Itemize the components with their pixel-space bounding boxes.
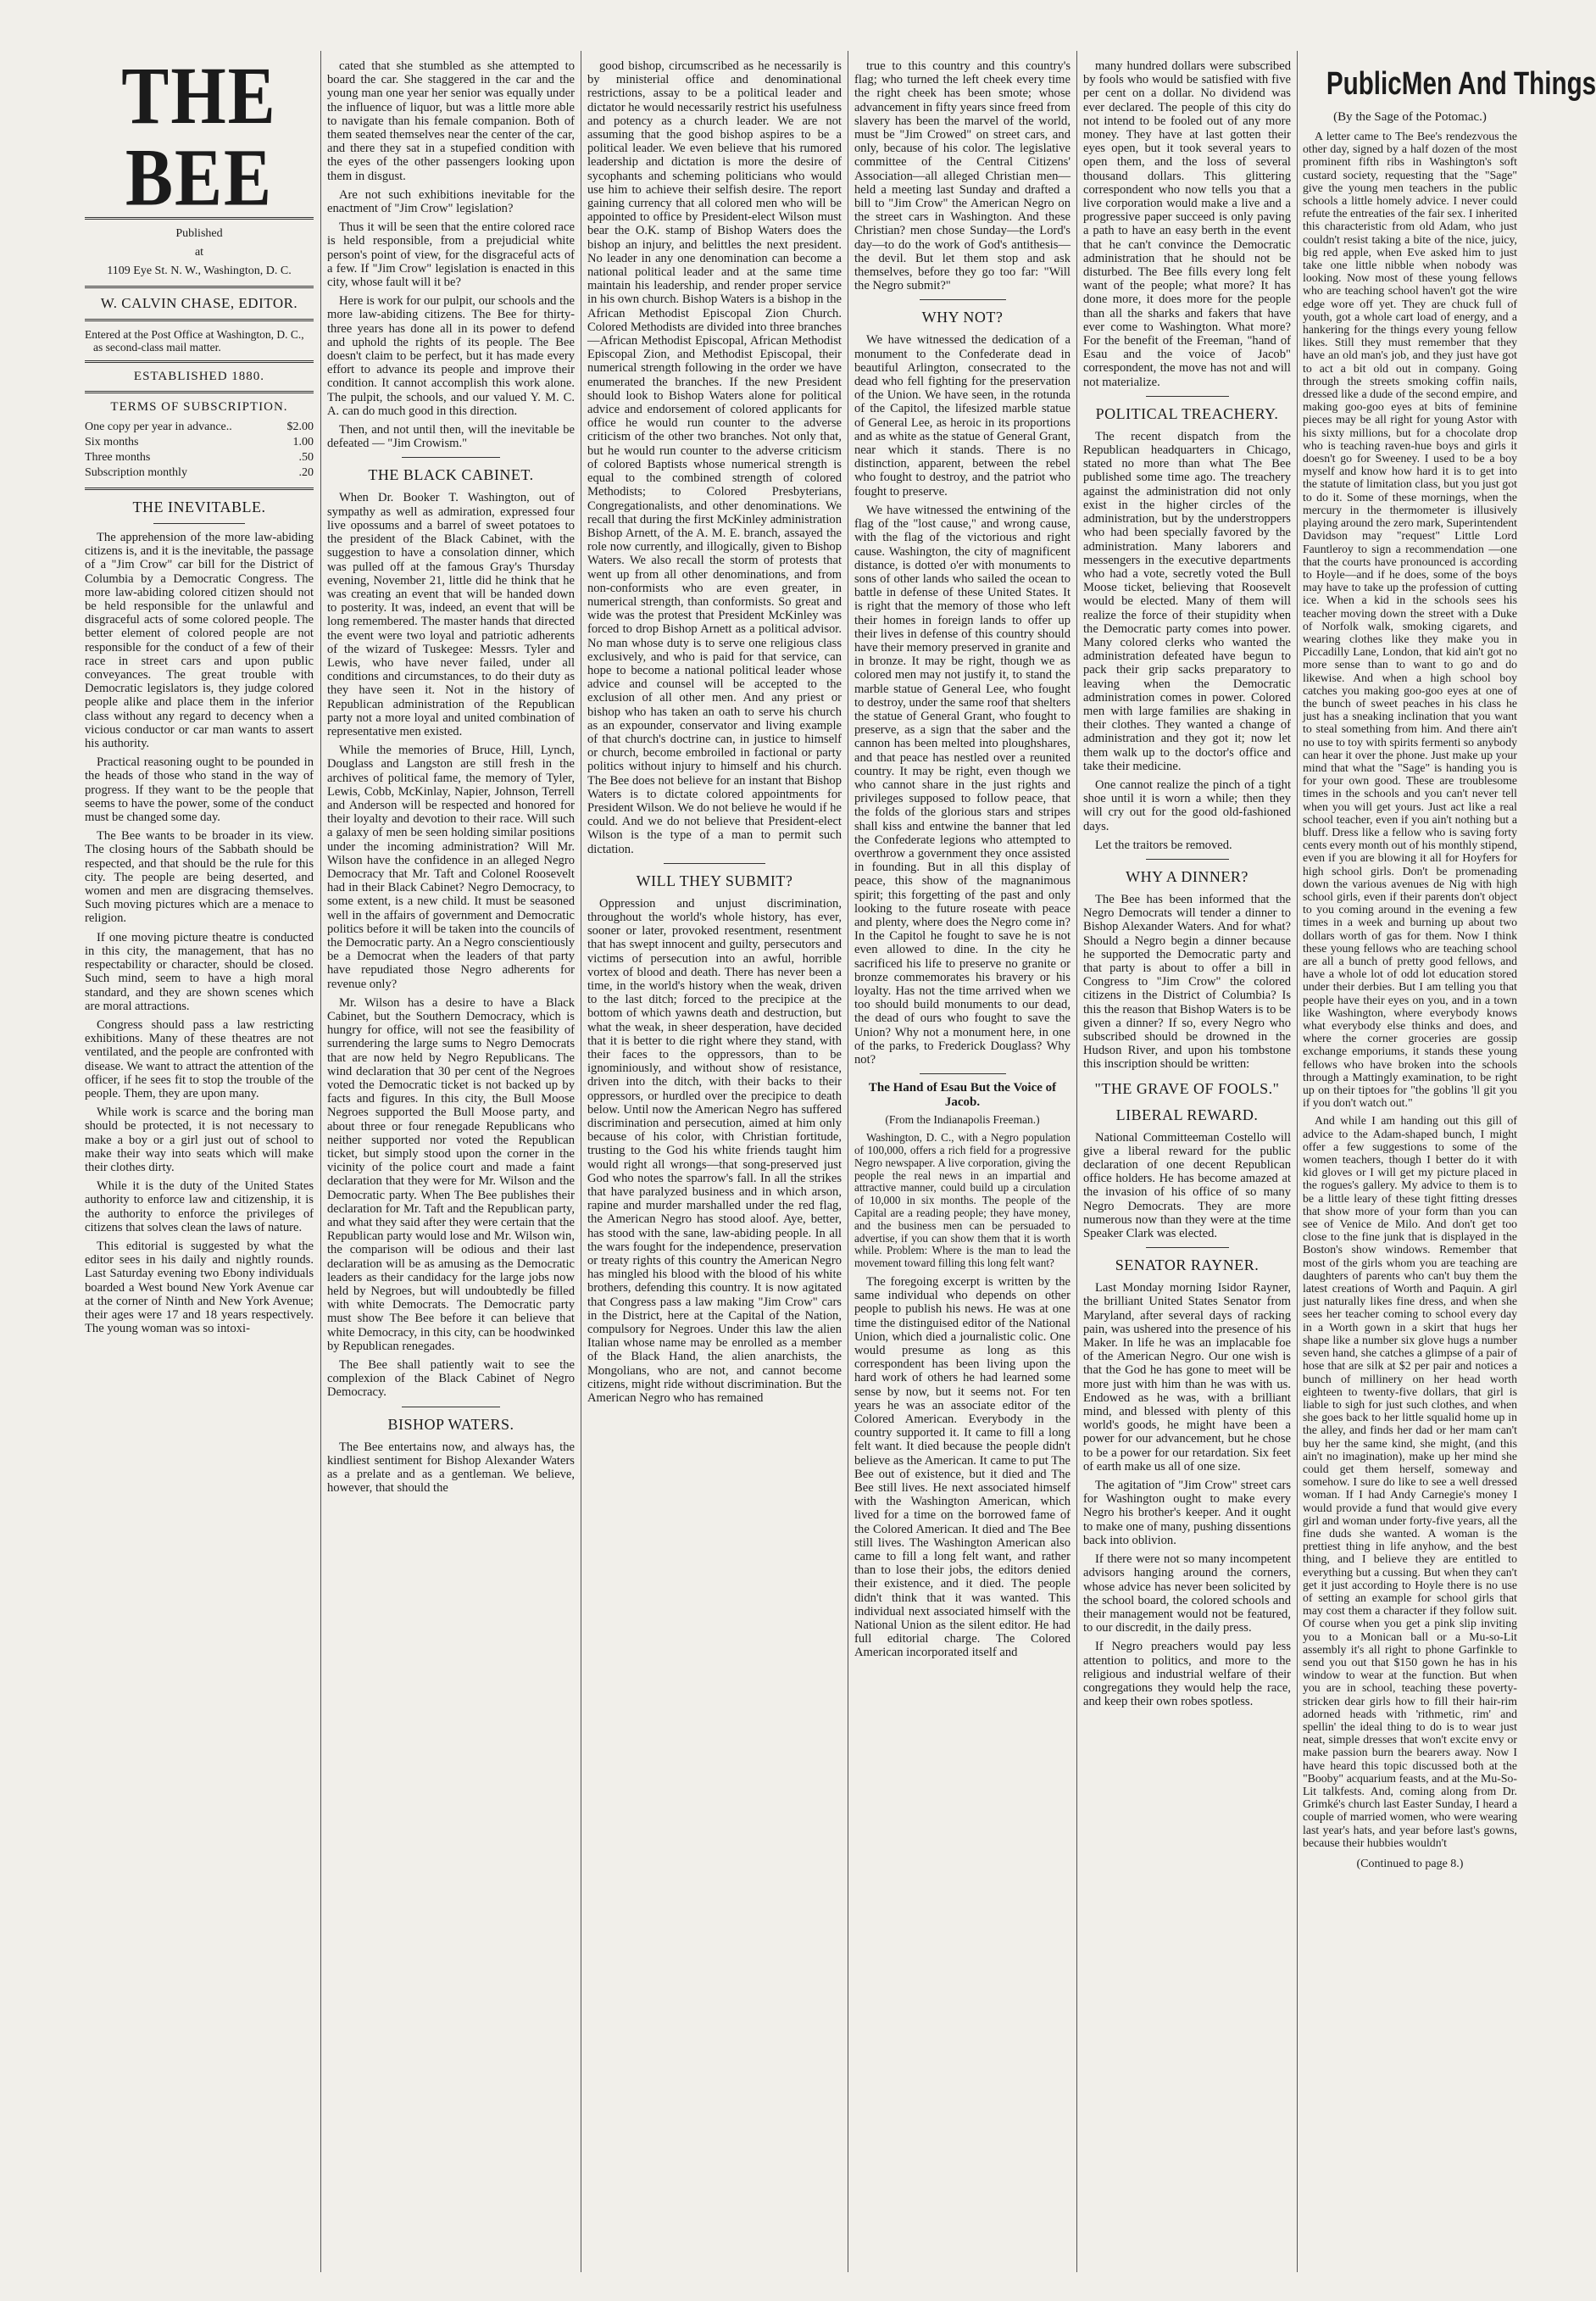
inscription: "THE GRAVE OF FOOLS.": [1094, 1079, 1280, 1097]
terms-label: One copy per year in advance..: [85, 421, 232, 433]
published-label: Published: [175, 227, 223, 240]
paragraph: A letter came to The Bee's rendezvous the other day, signed by a half dozen of the most prominent fifth ribs in Washington's soft custard society, requesting that the "Sage" give the young men teachers in the public schools a little homely advice. I never could refute the entreaties of the fair sex. I inherited this characteristic from old Adam, who just couldn't resist taking a bite of the nice, juicy, big red apple, when Eve asked him to just take one little nibble when nobody was looking. Now most of these young fellows who are teaching school haven't got the wire edge wore off yet. They are chuck full of youth, got a whole cart load of energy, and a hankering for the things every young fellow likes. Still they must remember that they have an old man's job, and they just have got to act a bit old out in company. Going through the streets smoking coffin nails, dressed like a dude of the second empire, and making goo-goo eyes at bits of feminine pieces may be all right for young Astor with his sixty millions, but for a chocolate drop who is teaching raven-hue boys and girls it doesn't go for Sweeney. I used to be a boy myself and know how hard it is to get into the statute of limitation class, but you just got to do it. Some of these mornings, when the mercury in the thermometer is illusively playing around the zero mark, Superintendent Davidson may "request" Little Lord Fauntleroy to sign a recommendation —one that the courts have pronounced is according to Hoyle—and if he does, some of the boys may have to take up the profession of cutting ice. When a kid in the schools sees his teacher moving down the street with a Duke of Norfolk walk, smoking cigarets, and wearing clothes like they make you in Piccadilly Lane, London, that kid ain't got no more sense than to want to go and do likewise. And when a high school boy catches you making goo-goo eyes at one of the bunch of sweet peaches in his class he just has a sneaking inclination that you want to steal something from him. And there ain't no use to toy with spirits fermenti so anybody can hear it over the phone. Just make up your mind that what the "Sage" is handing you is for your own good. These are troublesome times in the schools and you can't never tell when you will get yours. Just act like a real school teacher, even if you ain't nothing but a bluff. Dress like a fellow who is saving forty cents every month out of his monthly stipend, even if you are blowing it all for Hoyfers for high school girls. Don't be promenading down the various avenues de Nig with high school girls, even if their parents don't object to you coming around in the evening a few times in a week and burning up about two dollars worth of gas for them. Now I think these young fellows who are teaching school are all a bunch of pretty good fellows, and have a whole lot of odd lot education stored under their derbies. But I am telling you that people have their eyes on you, and in a town like Washington, where everybody knows what everybody else thinks and does, and where the corner groceries are gossip exchange emporiums, it stands these young fellows who have broken into the schools through a Mattingly examination, to be right up on their tiptoes for "the goblins 'll git you if you don't watch out.": [1303, 130, 1517, 1110]
paragraph: The apprehension of the more law-abiding citizens is, and it is the inevitable, the passage of a "Jim Crow" car bill for the District of Columbia by a Democratic Congress. The more law-abiding colored citizen should not be held responsible for the unlawful and disgraceful acts of some colored people. The better element of colored people are not responsible for the conduct of a few of their race in street cars and upon public conveyances. The great trouble with Democratic legislators is, they judge colored people alike and place them in the inferior class without any regard to decency when a vicious conductor or car man wants to assert his authority.: [85, 531, 314, 751]
paragraph: We have witnessed the entwining of the flag of the "lost cause," and wrong cause, with the flag of the victorious and right cause. Washington, the city of magnificent distance, is dotted o'er with monuments to sons of other lands who sailed the ocean to battle in defense of these United States. It is right that the memory of those who left their homes in foreign lands to offer up their lives in defense of this country should have their memory preserved in granite and in bronze. It may be right, though we as colored men may not justify it, to stand the marble statue of General Lee, who fought to destroy, under the same roof that shelters the statue of General Grant, who fought to preserve, as a sign that the saber and the cannon has been melted into ploughshares, and that peace has nestled over a reunited country. It may be right, even though we who cannot share in the just rights and privileges supposed to follow peace, that the folds of the glorious stars and stripes shall kiss and entwine the banner that led the Confederate legions who attempted to overthrow a government they once assisted in founding. But in all this display of peace, this show of the magnanimous spirit; this forgetting of the past and only looking to the future roseate with peace and plenty, where does the Negro come in? In the Capitol he fought to save he is not even allowed to dine. In the city he sacrificed his life to preserve no granite or bronze commemorates his bravery or his loyalty. Has not the time arrived when we too should build monuments to our dead, the dead of ours who fought to save the Union? Why not a monument here, in one of the parks, to Frederick Douglass? Why not?: [854, 503, 1070, 1067]
terms-row: [85, 435, 314, 450]
column-3: [587, 59, 842, 1410]
article-heading: SENATOR RAYNER.: [1115, 1256, 1260, 1274]
article-heading: WHY NOT?: [921, 309, 1004, 326]
terms-label: Six months: [85, 436, 139, 448]
article-heading: The Hand of Esau But the Voice of Jacob.: [868, 1081, 1057, 1110]
divider: [85, 391, 314, 393]
continued-note: (Continued to page 8.): [1356, 1858, 1464, 1871]
terms-price: .50: [298, 451, 314, 464]
paragraph: Let the traitors be removed.: [1095, 838, 1232, 852]
column-rule: [1076, 51, 1077, 2272]
terms-table: [85, 420, 314, 481]
paragraph: Here is work for our pulpit, our schools and the more law-abiding citizens. The Bee for thirty-three years has done all in its power to defend and uphold the rights of its people. The Bee doesn't claim to be perfect, but it has made every effort to advance its people and improve their condition. It cannot accomplish this work alone. The pulpit, the schools, and our valued Y. M. C. A. can do much good in this direction.: [327, 294, 575, 418]
paragraph: many hundred dollars were subscribed by fools who would be satisfied with five per cent on a dollar. No dividend was ever declared. The people of this city do not intend to be fooled out of any more money. They have at last gotten their eyes open, but it took several years to open them, and the loss of several thousand dollars. This glittering correspondent who now tells you that a live corporation would make a live and a progressive paper succeed is only paving a path to have an easy berth in the event that he can't convince the Democratic administration that he should not be disturbed. The Bee fills every long felt want of the people; what more? It has done more, it does more for the people than all the sharks and fakers that have ever come to Washington. What more? For the benefit of the Freeman, "hand of Esau and the voice of Jacob" correspondent, the move has not and will not materialize.: [1083, 59, 1291, 389]
terms-row: [85, 420, 314, 435]
paragraph: Congress should pass a law restricting exhibitions. Many of these theatres are not ventilated, and the people are confronted with disease. We want to attract the attention of the officer, if he sees fit to stop the trouble of the people. Them, they are upon many.: [85, 1017, 314, 1100]
divider: [85, 319, 314, 321]
paragraph: We have witnessed the dedication of a monument to the Confederate dead in beautiful Arlington, consecrated to the dead who fell fighting for the preservation of the Union. We have seen, in the rotunda of the Capitol, the lifesized marble statue of General Lee, as heroic in its proportions and as white as the statue of General Grant, near which it stands. There is no distinction, apparent, between the rebel who fought to destroy, and the patriot who fought to preserve.: [854, 333, 1070, 499]
divider: [920, 1073, 1006, 1074]
column-rule: [320, 51, 321, 2272]
terms-row: [85, 465, 314, 481]
paragraph: Mr. Wilson has a desire to have a Black Cabinet, but the Southern Democracy, which is hungry for office, will not see the feasibility of surrendering the large sums to Negro Democrats that are now held by Negro Republicans. The wind declaration that 30 per cent of the Negroes voted the Democratic ticket is not backed up by facts and figures. In this city, the Bull Moose Negroes supported the Bull Moose party, and about three or four renegade Republicans who neither supported nor voted the Republican ticket, but simply stood upon the corner in the vicinity of the police court and made a faint declaration that they were for Mr. Wilson and the Democratic party. When The Bee publishes their declaration for Mr. Taft and the Republican party, and what they said after they were certain that the Republican party would lose and Mr. Wilson win, the comparison will be odious and their last declaration will be as amusing as the Democratic leaders as their candidacy for the large jobs now held by Negroes, but will undoubtedly be filled with white Democrats. The Democratic party must show The Bee before it can believe that white Democracy, in this city, can be hoodwinked by Republican renegades.: [327, 995, 575, 1353]
paragraph: While the memories of Bruce, Hill, Lynch, Douglass and Langston are still fresh in the archives of political fame, the memory of Tyler, Lewis, Cobb, McKinlay, Napier, Johnson, Terrell and Anderson will be respected and honored for their loyalty and devotion to their race. Will such a galaxy of men be seen holding similar positions under the incoming administration? Will Mr. Wilson have the confidence in an alleged Negro Democracy that Mr. Taft and Colonel Roosevelt had in their Black Cabinet? Negro Democracy, to some extent, is a new child. It must be seasoned well in the affairs of government and Democratic politics before it will be taken into the councils of the Democratic party. An a Negro conscientiously be a Democrat when the leaders of that party have repudiated those Negro adherents for revenue only?: [327, 744, 575, 991]
paragraph: cated that she stumbled as she attempted to board the car. She staggered in the car and the young man one year her senior was equally under the influence of liquor, but was a little more able to navigate than his female companion. Both of them seated themselves near the center of the car, and there they sat in a stupefied condition with the eyes of the other passengers looking upon them in disgust.: [327, 59, 575, 183]
paragraph: good bishop, circumscribed as he necessarily is by ministerial office and denominational restrictions, assay to be a political leader and dictator he would necessarily restrict his usefulness and potency as a church leader. We are not assuming that the good bishop aspires to be a political leader. We even believe that his rumored leadership and dictation is more the desire of sycophants and scheming politicians who would use him to achieve their selfish desire. The report gaining currency that all colored men who will be appointed to office by President-elect Wilson must bear the O.K. stamp of Bishop Waters does the bishop an injury, and belittles the next president. No leader in any one denomination can become a national political leader and at the same time maintain his leadership, and render proper service in his own church. Bishop Waters is a bishop in the African Methodist Episcopal Zion Church. Colored Methodists are divided into three branches—African Methodist Episcopal, African Methodist Episcopal Zion, and Methodist Episcopal, their numerical strength following in the order we have enumerated the branches. If the new President should look to Bishop Waters alone for political advice and endorsement of colored applicants for office he would run counter to the adverse criticism of the other two branches. Not only that, but he would run counter to the adverse criticism of colored Baptists whose numerical strength is equal to the combined strength of colored Methodists; to Colored Presbyterians, Congregationalists, and other denominations. We recall that during the first McKinley administration Bishop Arnett, of the A. M. E. branch, assayed the role now currently, and illogically, given to Bishop Waters. We also recall the storm of protests that went up from all other denominations, and from non-conformists who are even greater, in numerical strength, than conformists. So great and wide was the protest that President McKinley was forced to drop Bishop Arnett as a political advisor. No man whose duty is to serve one religious class exclusively, and who is paid for that service, can hope to become a national political leader whose advice and counsel will be accepted to the exclusion of all other men. And any priest or bishop who has taken an oath to serve his church as an expounder, conservator and living example of that church's doctrine can, in justice to himself or church, become embroiled in factional or party politics without injury to himself and his church. The Bee does not believe for an instant that Bishop Waters is to dictate colored appointments for President Wilson. We do not believe he would if he could. And we do not believe that President-elect Wilson is the type of a man to permit such dictation.: [587, 59, 842, 856]
column-1: [85, 50, 314, 1340]
paragraph: The recent dispatch from the Republican headquarters in Chicago, stated no more than what The Bee published some time ago. The treachery against the administration did not only exist in the higher circles of the administration, but by the understroppers who had been specially favored by the administration. Many laborers and messengers in the executive departments who had a vote, secretly voted the Bull Moose ticket, believing that Roosevelt would be elected. Many of them will realize the force of their stupidity when the Democratic party comes into power. Many colored clerks who wanted the administration defeated have begun to pack their grip sacks preparatory to leaving when the Democratic administration comes in power. Colored men with large families are shaking in their clothes. They wanted a change of administration and they got it; now let them walk up to the doctor's office and take their medicine.: [1083, 429, 1291, 773]
paragraph: Thus it will be seen that the entire colored race is held responsible, from a prejudicial white person's point of view, for the disgraceful acts of a few. If "Jim Crow" legislation is enacted in this city, whose fault will it be?: [327, 220, 575, 290]
article-body: [85, 531, 314, 1335]
paragraph: The agitation of "Jim Crow" street cars for Washington ought to make every Negro his brother's keeper. And it ought to make one of many, pushing dissentions back into oblivion.: [1083, 1479, 1291, 1547]
paragraph: When Dr. Booker T. Washington, out of sympathy as well as admiration, expressed four live opossums and a barrel of sweet potatoes to the president of the Black Cabinet, with the suggestion to have a consolation dinner, which was pulled off at the famous Gray's Thursday evening, November 21, little did he think that he was creating an event that will be handed down to posterity. It was, indeed, an event that will be long remembered. The master hands that directed the event were two loyal and patriotic adherents of the wizard of Tuskegee: Messrs. Tyler and Lewis, who have never failed, under all conditions and circumstances, to do their duty as they have seen it. Not in the history of Republican administration of the Republican party not a more loyal and united combination of representative men existed.: [327, 491, 575, 738]
editor-name: W. CALVIN CHASE, EDITOR.: [100, 295, 298, 311]
established-year: ESTABLISHED 1880.: [133, 370, 265, 383]
divider: [1146, 396, 1229, 397]
paragraph: Last Monday morning Isidor Rayner, the brilliant United States Senator from Maryland, after several days of racking pain, was ushered into the presence of his Maker. In life he was an implacable foe of the American Negro. Our one wish is that the God he has gone to meet will be more just with him than he was with us. Endowed as he was, with a brilliant mind, and blessed with plenty of this world's goods, he might have been a power for our advancement, but he chose to be a power for our retardation. Six feet of earth make us all of one size.: [1083, 1281, 1291, 1474]
paragraph: Then, and not until then, will the inevitable be defeated — "Jim Crowism.": [327, 423, 575, 451]
paragraph: This editorial is suggested by what the editor sees in his daily and nightly rounds. Last Saturday evening two Ebony individuals boarded a West bound New York Avenue car at the corner of Ninth and New York Avenue; their ages were 17 and 18 years respectively. The young woman was so intoxi-: [85, 1239, 314, 1336]
at-label: at: [194, 246, 204, 259]
divider: [402, 457, 501, 458]
paragraph: If Negro preachers would pay less attention to politics, and more to the religious and industrial welfare of their congregations they would help the race, and keep their own robes spotless.: [1083, 1640, 1291, 1709]
paragraph: Practical reasoning ought to be pounded in the heads of those who stand in the way of progress. If they want to be the people that seems to have the power, some of the conduct must be changed some day.: [85, 755, 314, 825]
paragraph: One cannot realize the pinch of a tight shoe until it is worn a while; then they will cry out for the good old-fashioned days.: [1083, 777, 1291, 833]
byline: (By the Sage of the Potomac.): [1333, 110, 1487, 124]
terms-price: $2.00: [286, 421, 314, 433]
masthead-title: THE BEE: [121, 50, 277, 224]
paragraph: Are not such exhibitions inevitable for the enactment of "Jim Crow" legislation?: [327, 187, 575, 216]
column-2: [327, 59, 575, 1501]
terms-label: Three months: [85, 451, 151, 464]
terms-price: 1.00: [292, 436, 314, 448]
paragraph: If one moving picture theatre is conducted in this city, the management, that has no respectability or character, should be closed. Such mind, seem to have a high moral standard, and they are shown scenes which are moral attractions.: [85, 930, 314, 1013]
paragraph: National Committeeman Costello will give a liberal reward for the public declaration of one decent Republican office holders. He has become amazed at the invasion of his office of so many Negro Democrats. They are more numerous now than they were at the time Speaker Clark was elected.: [1083, 1130, 1291, 1241]
paragraph: And while I am handing out this gill of advice to the Adam-shaped bunch, I might offer a few suggestions to some of the women teachers, though I better do it with kid gloves or I will get my picture placed in the rogues's gallery. My advice to them is to be a little leary of these tight fitting dresses that show more of your form than you can see of Venice de Milo. And don't get too close to the fine junk that is displayed in the Boston's show windows. Remember that most of the girls whom you are teaching are daughters of parents who can't buy them the latest creations of Worth and Paquin. A girl just naturally likes fine dress, and when she sees her teacher coming to school every day in a Worth gown in a skirt that hugs her shape like a number six glove hugs a number seven hand, she catches a glimpse of a pair of hose that are silk at $2 per pair and notices a bunch of millinery on her head worth eighteen to twenty-five dollars, that girl is liable to sigh for just such clothes, and when she goes back to her little squalid home up in the alley, and finds her dad or her mam can't buy her the same kind, she might, (and this ain't no imagination), make up her mind she could get them herself, someway and somehow. I sure do like to see a well dressed woman. If I had Andy Carnegie's money I would provide a fund that would give every girl and woman under forty-five years, all the fine duds she wanted. A woman is the prettiest thing in life anyhow, and the best thing, and I believe they are entitled to everything but a cussing. But when they can't get it just according to Hoyle there is no use of setting an example for school girls that may cost them a character if they follow suit. Of course when you get a pink slip inviting you to a Monican ball or a Mu-so-Lit assembly it's all right to phone Garfinkle to send you out that $150 gown he has in his window to wear at the function. But when you are in school, teaching these poverty-stricken dear girls how to fill their hair-rim adorned heads with 'rithmetic, rim' and spellin' the ideal thing to do is to wear just neat, simple dresses that won't excite envy or make passion burn the bearers away. Now I have heard this topic discussed both at the "Booby" acquarium feasts, and at the Mu-So-Lit talkfests. And, coming along from Dr. Grimké's church last Easter Sunday, I heard a couple of married women, who were wearing last year's hats, and year before last's gowns, because their hubbies wouldn't: [1303, 1114, 1517, 1849]
article-heading: LIBERAL REWARD.: [1115, 1106, 1259, 1123]
terms-heading: TERMS OF SUBSCRIPTION.: [110, 400, 288, 414]
divider: [85, 360, 314, 363]
divider: [920, 299, 1006, 300]
source-note: (From the Indianapolis Freeman.): [885, 1113, 1040, 1127]
divider: [1146, 859, 1229, 860]
column-6: [1303, 59, 1596, 1871]
paragraph: The foregoing excerpt is written by the same individual who depends on other people to publish his news. He was at one time the distinguised editor of the National Union, which died a journalistic colic. One would presume as long as this correspondent has been living upon the hard work of others he had learned some sense by now, but it seems not. For ten years he was an associate editor of the Colored American. Everybody in the country supported it. It came to fill a long felt want. It died because the people didn't believe as the American. It came to put The Bee out of existence, but it died and The Bee still lives. He next associated himself with the Washington American, which lived for a time on the borrowed fame of the Colored American. It died and The Bee still lives. The Washington American also came to fill a long felt want, and rather than to lose their jobs, the editors denied their existence, and it died. The people didn't think that it was wanted. This individual next associated himself with the National Union as the silent editor. He had full editorial charge. The Colored American incorporated itself and: [854, 1274, 1070, 1660]
quoted-paragraph: Washington, D. C., with a Negro population of 100,000, offers a rich field for a progressive Negro newspaper. A live corporation, giving the people the real news in an impartial and attractive manner, could build up a circulation of 10,000 in six months. The people of the Capital are a reading people; they have money, and the business men can be persuaded to advertise, if you can show them that it is worth while. Problem: Where is the man to lead the movement toward filling this long felt want?: [854, 1131, 1070, 1270]
terms-row: [85, 450, 314, 465]
article-heading: WHY A DINNER?: [1126, 867, 1248, 885]
divider: [85, 488, 314, 490]
article-heading: WILL THEY SUBMIT?: [636, 872, 793, 889]
paragraph: Oppression and unjust discrimination, throughout the world's whole history, has ever, sooner or later, provoked resentment, resentment that has swept innocent and guilty, persecutors and victims of persecution into an awful, horrible vortex of blood and death. There has never been a time, in the world's history when the weak, driven to the last ditch; forced to the precipice at the bottom of which yawns death and destruction, but what the weak, in sheer desperation, have decided that it is better to die right where they stand, with their faces to the oppressors, than to be ignominiously, and without show of resistance, driven into the ditch, with their backs to their oppressors, or hurdled over the precipice to death below. Until now the American Negro has suffered discrimination and persecution, aimed at him only because of his color, with Christian fortitude, trusting to the God his white friends taught him would right all wrongs—that song-preserved just God who notes the sparrow's fall. In all the strikes that have paralyzed business and in which arson, rapine and murder marshalled under the red flag, the American Negro has stood aloof. Aye, better, has stood with the sane, law-abiding people. In all the wars fought for the independence, preservation or treaty rights of this country the American Negro has mingled his blood with the blood of his white brothers, defending this country. It is now agitated that Congress pass a law making "Jim Crow" cars in the District, here at the Capital of the Nation, compulsory for Negroes. Under this law the alien Italian whose name may be enrolled as a member of the Black Hand, the alien anarchists, the Mongolians, who are not, and cannot become citizens, might ride without discrimination. But the American Negro who has remained: [587, 896, 842, 1406]
article-heading: THE BLACK CABINET.: [368, 466, 534, 484]
terms-label: Subscription monthly: [85, 466, 187, 479]
address: 1109 Eye St. N. W., Washington, D. C.: [107, 265, 292, 277]
paragraph: The Bee wants to be broader in its view. The closing hours of the Sabbath should be respected, and that should be the rule for this city. The people are being deserted, and women and men are disgracing themselves. Such moving pictures which are a menace to religion.: [85, 829, 314, 926]
divider: [153, 523, 245, 524]
article-heading: THE INEVITABLE.: [132, 499, 266, 515]
divider: [1146, 1247, 1229, 1248]
article-heading: POLITICAL TREACHERY.: [1095, 404, 1279, 422]
entered-notice: Entered at the Post Office at Washington, D. C., as second-class mail matter.: [85, 328, 304, 354]
column-heading: PublicMen And Things: [1326, 66, 1596, 102]
column-4: [854, 59, 1070, 1665]
column-5: [1083, 59, 1291, 1713]
paragraph: true to this country and this country's flag; who turned the left cheek every time the right cheek has been smote; whose advancement in fifty years since freed from slavery has been the marvel of the world, must be "Jim Crowed" on street cars, and only, because of his color. The legislative committee of the Central Citizens' Association—all alleged Christian men—held a meeting last Sunday and drafted a bill to "Jim Crow" the American Negro on the street cars in Washington. And these Christian? men chose Sunday—the Lord's day—to do the work of God's antithesis—the devil. But let them stop and ask themselves, before they go too far: "Will the Negro submit?": [854, 59, 1070, 293]
paragraph: While work is scarce and the boring man should be protected, it is not necessary to make a boy or a girl just out of school to make their way into seats which will make their clothes dirty.: [85, 1106, 314, 1174]
column-rule: [1297, 51, 1298, 2272]
paragraph: The Bee has been informed that the Negro Democrats will tender a dinner to Bishop Alexander Waters. And for what? Should a Negro begin a dinner because he supported the Democratic party and that party is about to offer a bill in Congress to "Jim Crow" the colored citizens in the District of Columbia? Is this the reason that Bishop Waters is to be given a dinner? If so, every Negro who subscribed should be drowned in the Hudson River, and upon his tombstone this inscription should be written:: [1083, 892, 1291, 1072]
divider: [664, 863, 765, 864]
terms-price: .20: [298, 466, 314, 479]
paragraph: While it is the duty of the United States authority to enforce law and citizenship, it is the authority to enforce the privileges of citizens that solves clean the laws of nature.: [85, 1179, 314, 1234]
paragraph: The Bee shall patiently wait to see the complexion of the Black Cabinet of Negro Democracy.: [327, 1358, 575, 1400]
article-heading: BISHOP WATERS.: [387, 1415, 514, 1433]
divider: [85, 286, 314, 288]
paragraph: The Bee entertains now, and always has, the kindliest sentiment for Bishop Alexander Waters as a prelate and as a gentleman. We believe, however, that should the: [327, 1440, 575, 1496]
paragraph: If there were not so many incompetent advisors hanging around the corners, whose advice has never been solicited by the school board, the colored schools and their management would not be featured, to our discredit, in the daily press.: [1083, 1552, 1291, 1635]
